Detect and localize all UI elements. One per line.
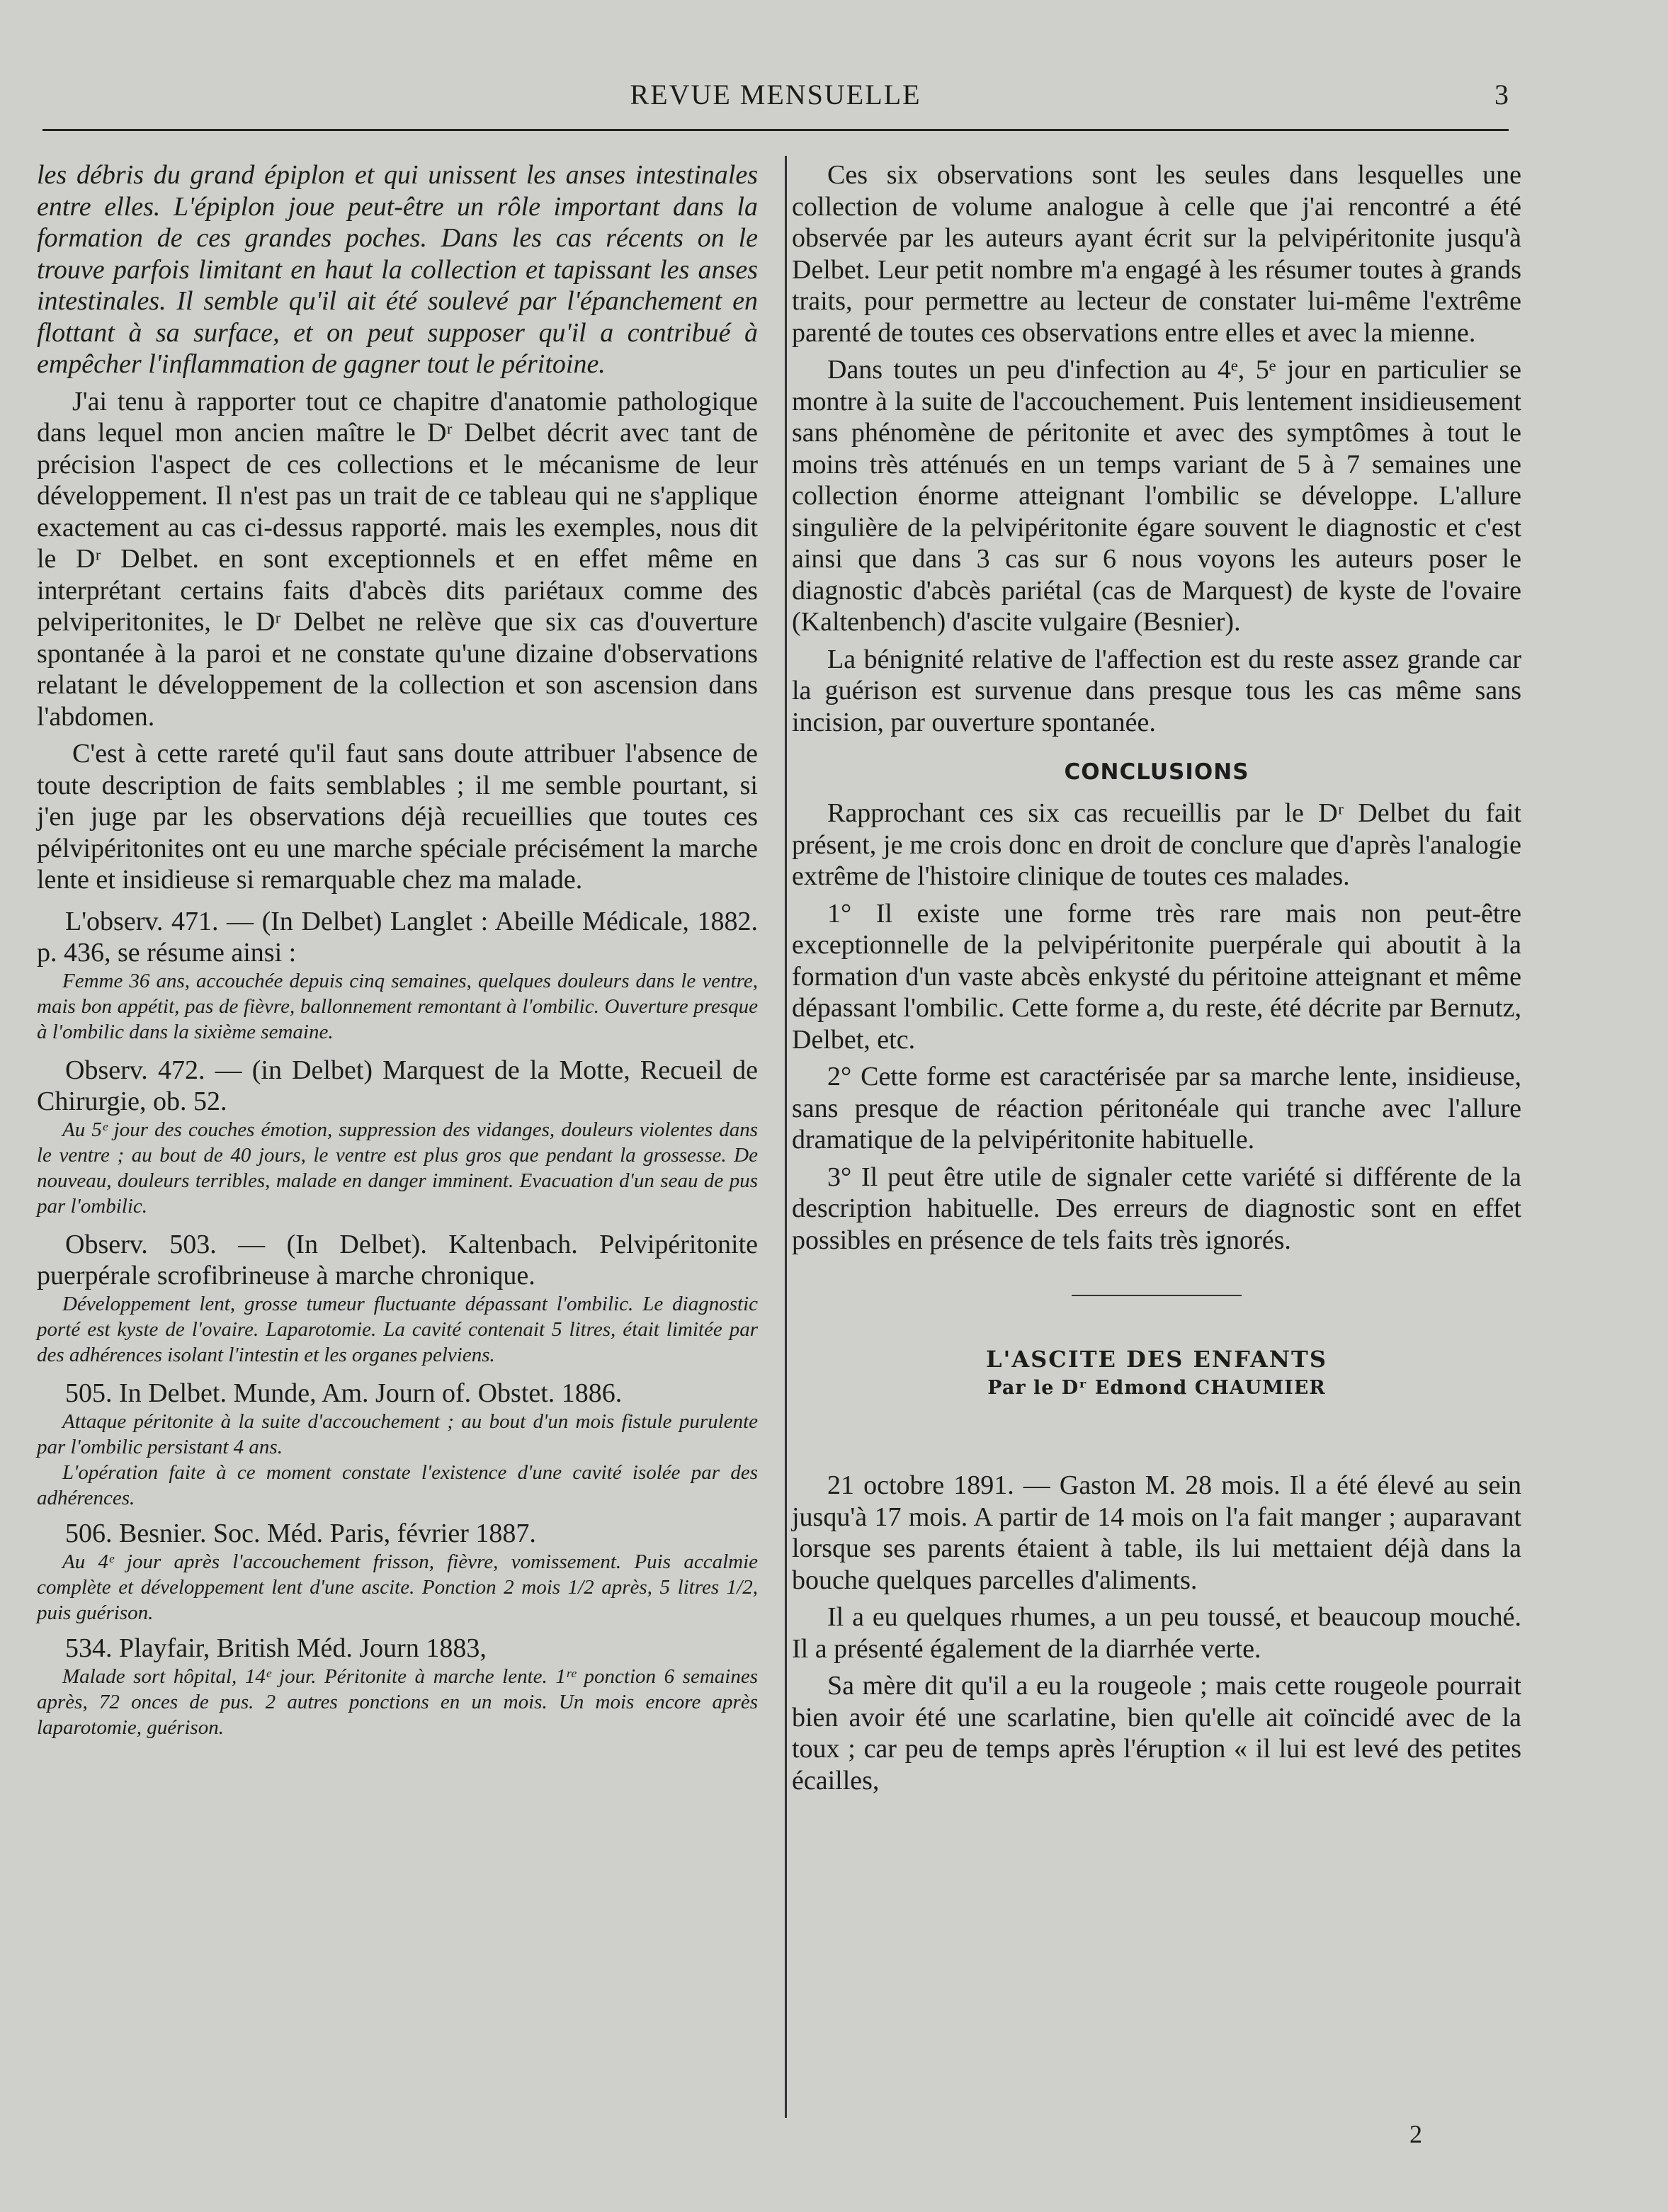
observation-text: Malade sort hôpital, 14ᵉ jour. Péritonite à marche lente. 1ʳᵉ ponction 6 semaines après, 72 onces de pus. 2 autres ponctions en un mois. Un mois encore après laparotomie, guérison.	[37, 1664, 758, 1739]
observation-heading: Observ. 472. — (in Delbet) Marquest de la Motte, Recueil de Chirurgie, ob. 52.	[37, 1055, 758, 1116]
right-column	[792, 159, 1521, 1802]
observation-text: Femme 36 ans, accouchée depuis cinq semaines, quelques douleurs dans le ventre, mais bon appétit, pas de fièvre, ballonnement remontant à l'ombilic. Ouverture presque à l'ombilic dans la sixième semaine.	[37, 969, 758, 1043]
paragraph: Il a eu quelques rhumes, a un peu toussé, et beaucoup mouché. Il a présenté également de la diarrhée verte.	[792, 1602, 1521, 1664]
header-rule	[42, 129, 1509, 131]
running-title: REVUE MENSUELLE	[630, 79, 921, 110]
conclusion-paragraph: 2° Cette forme est caractérisée par sa marche lente, insidieuse, sans presque de réaction péritonéale qui tranche avec l'allure dramatique de la pelvipéritonite habituelle.	[792, 1062, 1521, 1155]
paragraph: Ces six observations sont les seules dans lesquelles une collection de volume analogue à celle que j'ai rencontré a été observée par les auteurs ayant écrit sur la pelvipéritonite jusqu'à Delbet. Leur petit nombre m'a engagé à les résumer toutes à grands traits, pour permettre au lecteur de constater lui-même l'extrême parenté de toutes ces observations entre elles et avec la mienne.	[792, 160, 1521, 348]
observation-text: L'opération faite à ce moment constate l'existence d'une cavité isolée par des adhérences.	[37, 1461, 758, 1509]
conclusion-paragraph: 3° Il peut être utile de signaler cette variété si différente de la description habituelle. Des erreurs de diagnostic sont en effet possibles en présence de tels faits très ignorés.	[792, 1162, 1521, 1255]
observation-heading: L'observ. 471. — (In Delbet) Langlet : Abeille Médicale, 1882. p. 436, se résume ainsi :	[37, 906, 758, 968]
conclusion-paragraph: Rapprochant ces six cas recueillis par le Dʳ Delbet du fait présent, je me crois donc en droit de conclure que d'après l'analogie extrême de l'histoire clinique de toutes ces malades.	[792, 798, 1521, 891]
paragraph: J'ai tenu à rapporter tout ce chapitre d'anatomie pathologique dans lequel mon ancien maître le Dʳ Delbet décrit avec tant de précision l'aspect de ces collections et le mécanisme de leur développement. Il n'est pas un trait de ce tableau qui ne s'applique exactement au cas ci-dessus rapporté. mais les exemples, nous dit le Dʳ Delbet. en sont exceptionnels et en effet même en interprétant certains faits d'abcès dits pariétaux comme des pelviperitonites, le Dʳ Delbet ne relève que six cas d'ouverture spontanée à la paroi et ne constate qu'une dizaine d'observations relatant le développement de la collection et son ascension dans l'abdomen.	[37, 386, 758, 732]
paragraph: C'est à cette rareté qu'il faut sans doute attribuer l'absence de toute description de faits semblables ; il me semble pourtant, si j'en juge par les observations déjà recueillies que toutes ces pélvipéritonites ont eu une marche spéciale précisément la marche lente et insidieuse si remarquable chez ma malade.	[37, 739, 758, 895]
observation-text: Attaque péritonite à la suite d'accouchement ; au bout d'un mois fistule purulente par l'ombilic persistant 4 ans.	[37, 1410, 758, 1458]
paragraph: Dans toutes un peu d'infection au 4ᵉ, 5ᵉ jour en particulier se montre à la suite de l'accouchement. Puis lentement insidieusement sans phénomène de péritonite et avec des symptômes à tout le moins très atténués en un temps variant de 5 à 7 semaines une collection énorme atteignant l'ombilic se développe. L'allure singulière de la pelvipéritonite égare souvent le diagnostic et c'est ainsi que dans 3 cas sur 6 nous voyons les auteurs poser le diagnostic d'abcès pariétal (cas de Marquest) de kyste de l'ovaire (Kaltenbench) d'ascite vulgaire (Besnier).	[792, 355, 1521, 637]
paragraph: 21 octobre 1891. — Gaston M. 28 mois. Il a été élevé au sein jusqu'à 17 mois. A partir de 14 mois on l'a fait manger ; auparavant lorsque ses parents étaient à table, ils lui mettaient déjà dans la bouche quelques parcelles d'aliments.	[792, 1470, 1521, 1595]
observation-heading: Observ. 503. — (In Delbet). Kaltenbach. Pelvipéritonite puerpérale scrofibrineuse à marche chronique.	[37, 1229, 758, 1291]
article-title: L'ASCITE DES ENFANTS	[986, 1346, 1327, 1373]
left-column	[37, 159, 758, 1740]
paragraph: La bénignité relative de l'affection est du reste assez grande car la guérison est survenue dans presque tous les cas même sans incision, par ouverture spontanée.	[792, 644, 1521, 737]
paragraph: Sa mère dit qu'il a eu la rougeole ; mais cette rougeole pourrait bien avoir été une scarlatine, bien qu'elle ait coïncidé avec de la toux ; car peu de temps après l'éruption « il lui est levé des petites écailles,	[792, 1671, 1521, 1796]
conclusion-paragraph: 1° Il existe une forme très rare mais non peut-être exceptionnelle de la pelvipéritonite puerpérale qui aboutit à la formation d'un vaste abcès enkysté du péritoine atteignant et même dépassant l'ombilic. Cette forme a, du reste, été décrite par Bernutz, Delbet, etc.	[792, 898, 1521, 1055]
page-number: 3	[1494, 79, 1509, 110]
article-author: Par le Dʳ Edmond CHAUMIER	[987, 1377, 1326, 1399]
signature-mark: 2	[1409, 2120, 1422, 2148]
paragraph: les débris du grand épiplon et qui unissent les anses intestinales entre elles. L'épiplon joue peut-être un rôle important dans la formation de ces grandes poches. Dans les cas récents on le trouve parfois limitant en haut la collection et tapissant les anses intestinales. Il semble qu'il ait été soulevé par l'épanchement en flottant à sa surface, et on peut supposer qu'il a contribué à empêcher l'inflammation de gagner tout le péritoine.	[37, 160, 758, 379]
page-header	[42, 71, 1509, 120]
observation-heading: 505. In Delbet. Munde, Am. Journ of. Obstet. 1886.	[65, 1378, 623, 1408]
section-separator	[1072, 1295, 1242, 1296]
column-divider	[785, 156, 787, 2118]
conclusions-heading: CONCLUSIONS	[1064, 759, 1249, 785]
observation-text: Développement lent, grosse tumeur fluctuante dépassant l'ombilic. Le diagnostic porté est kyste de l'ovaire. Laparotomie. La cavité contenait 5 litres, était limitée par des adhérences isolant l'intestin et les organes pelviens.	[37, 1292, 758, 1366]
observation-text: Au 4ᵉ jour après l'accouchement frisson, fièvre, vomissement. Puis accalmie complète et développement lent d'une ascite. Ponction 2 mois 1/2 après, 5 litres 1/2, puis guérison.	[37, 1550, 758, 1624]
observation-heading: 506. Besnier. Soc. Méd. Paris, février 1887.	[65, 1518, 536, 1548]
observation-text: Au 5ᵉ jour des couches émotion, suppression des vidanges, douleurs violentes dans le ventre ; au bout de 40 jours, le ventre est plus gros que pendant la grossesse. De nouveau, douleurs terribles, malade en danger imminent. Evacuation d'un seau de pus par l'ombilic.	[37, 1118, 758, 1218]
observation-heading: 534. Playfair, British Méd. Journ 1883,	[65, 1633, 487, 1663]
